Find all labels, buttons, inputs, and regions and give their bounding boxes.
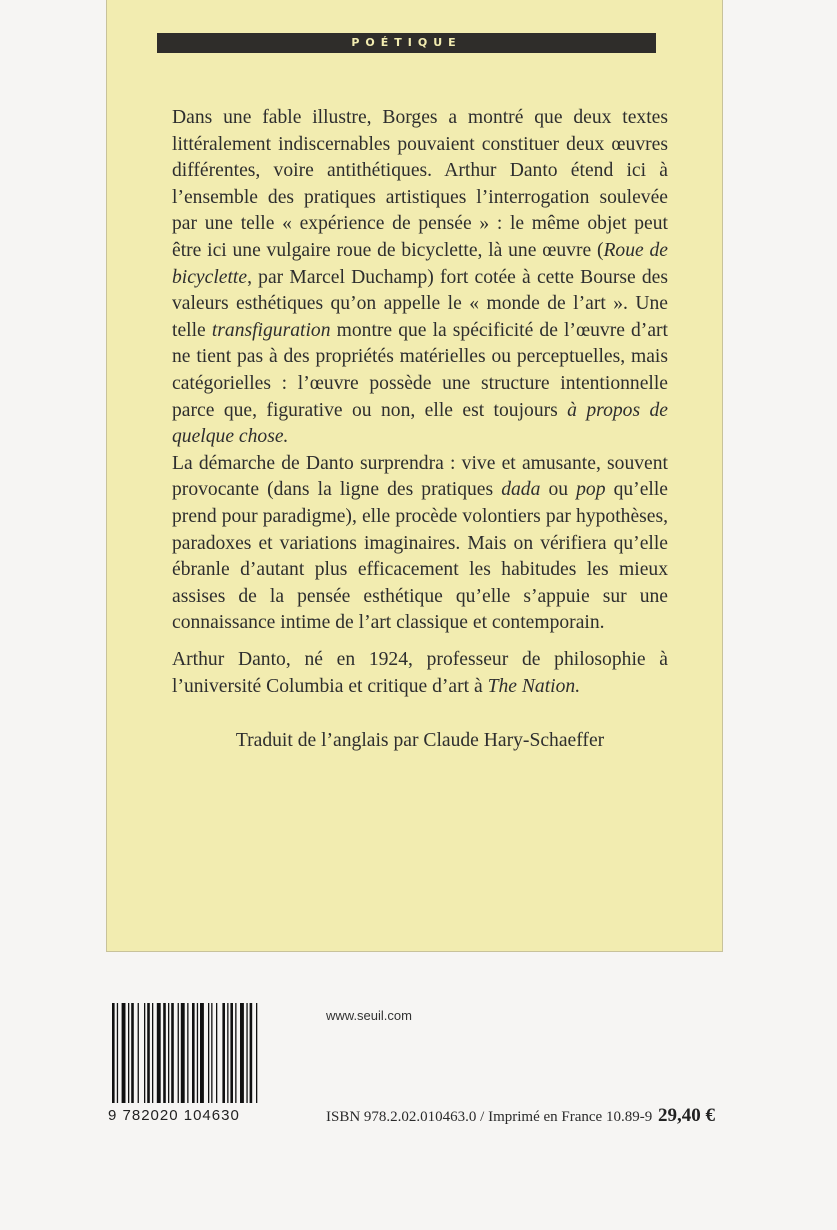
text-run: La démarche de Danto surprendra : vive et amusante, souvent provocante (dans la ligne des pratiques <box>172 452 668 501</box>
author-bio <box>172 647 668 700</box>
blurb-text <box>172 105 668 637</box>
blurb-paragraph-2 <box>172 451 668 637</box>
series-label: POÉTIQUE <box>351 36 462 49</box>
text-run: , par Marcel Duchamp) fort cotée à cette Bourse des valeurs esthétiques qu’on appelle le « monde de l’art ». Une telle <box>172 266 668 341</box>
blurb-paragraph-1 <box>172 105 668 451</box>
price-label: 29,40 € <box>658 1105 715 1126</box>
italic-text: pop <box>576 479 606 501</box>
italic-text: The Nation. <box>487 675 581 697</box>
barcode-digits: 9 782020 104630 <box>108 1107 240 1124</box>
text-run: ou <box>540 479 577 501</box>
italic-text: dada <box>501 479 541 501</box>
italic-text: Roue de bicyclette <box>172 239 668 288</box>
text-run: montre que la spécificité de l’œuvre d’art ne tient pas à des propriétés matérielles ou perceptuelles, mais catégorielles : l’œuvre possède une structure intentionnelle parce que, figurative ou non, elle est toujours <box>172 319 668 421</box>
italic-text: à propos de quelque chose. <box>172 399 668 448</box>
series-banner <box>157 33 656 53</box>
publisher-website[interactable]: www.seuil.com <box>326 1008 412 1023</box>
barcode-image <box>110 1003 295 1103</box>
italic-text: transfiguration <box>211 319 331 341</box>
text-run: qu’elle prend pour paradigme), elle procède volontiers par hypothèses, paradoxes et variations imaginaires. Mais on vérifiera qu’elle ébranle d’autant plus efficacement les habitudes les mieux assises de la pensée esthétique qu’elle s’appuie sur une connaissance intime de l’art classique et contemporain. <box>172 479 668 634</box>
author-bio-paragraph <box>172 647 668 700</box>
text-run: Dans une fable illustre, Borges a montré que deux textes littéralement indiscernables pouvaient constituer deux œuvres différentes, voire antithétiques. Arthur Danto étend ici à l’ensemble des pratiques artistiques l’interrogation soulevée par une telle « expérience de pensée » : le même objet peut être ici une vulgaire roue de bicyclette, là une œuvre ( <box>172 107 668 261</box>
text-run: Arthur Danto, né en 1924, professeur de philosophie à l’université Columbia et critique d’art à <box>172 649 668 697</box>
translator-credit: Traduit de l’anglais par Claude Hary-Schaeffer <box>235 730 605 751</box>
isbn-line: ISBN 978.2.02.010463.0 / Imprimé en France 10.89-9 <box>326 1109 653 1125</box>
